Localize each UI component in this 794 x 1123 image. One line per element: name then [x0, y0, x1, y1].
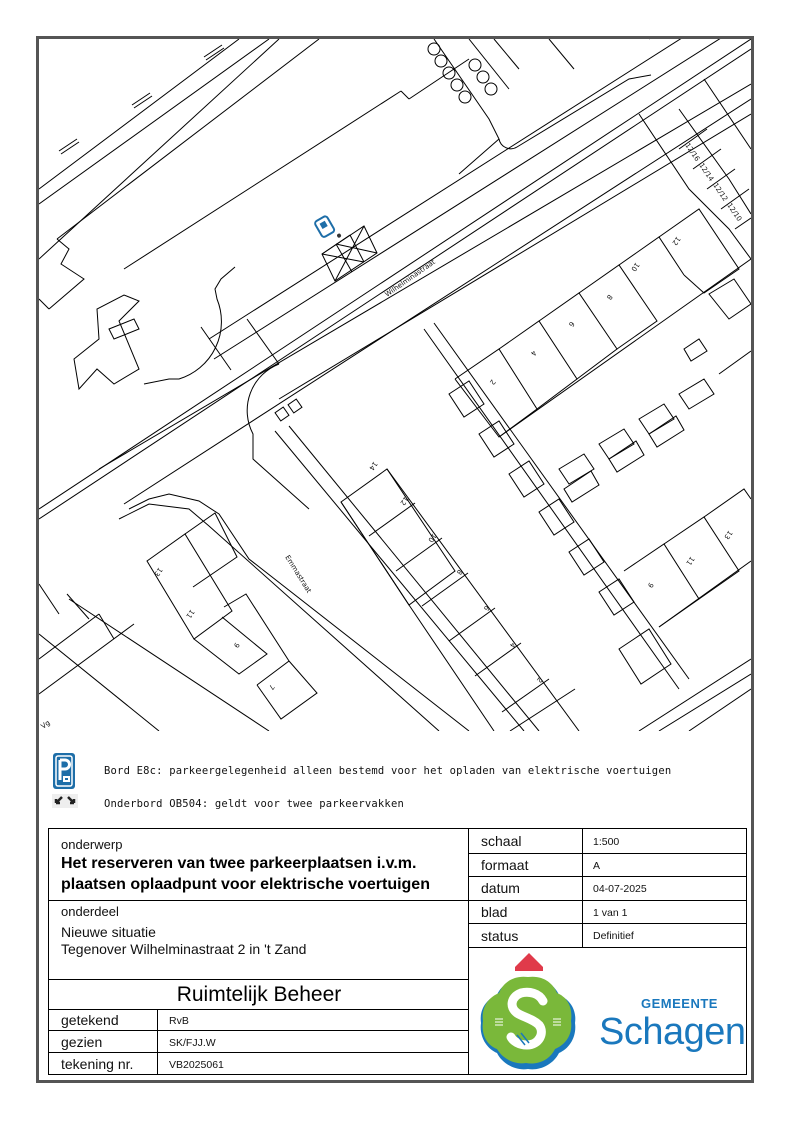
house-number: 8 — [454, 567, 464, 577]
house-number: 2 — [487, 377, 497, 387]
schaal-value: 1:500 — [593, 836, 620, 848]
parcel-label: 12/12 — [711, 181, 730, 203]
house-number: 6 — [566, 319, 576, 329]
schaal-label: schaal — [481, 833, 522, 849]
logo-gemeente-text: GEMEENTE — [641, 996, 718, 1011]
getekend-value: RvB — [169, 1015, 189, 1027]
house-number: 12 — [398, 494, 410, 507]
title-block — [48, 828, 747, 1075]
house-number: 6 — [481, 603, 491, 613]
logo-schagen-text: Schagen — [599, 1011, 746, 1053]
legend-item-ob504: Onderbord OB504: geldt voor twee parkeervakken — [104, 798, 404, 810]
gemeente-schagen-logo — [473, 949, 746, 1073]
schagen-emblem-icon — [473, 949, 583, 1073]
map-sign-e8c-icon — [314, 214, 342, 245]
road-edge — [39, 39, 239, 189]
house-number: 9 — [231, 640, 241, 650]
cadastral-map — [39, 39, 751, 731]
house-13 — [147, 534, 232, 639]
house-number: 8 — [604, 292, 614, 302]
house-number: 4 — [528, 348, 538, 358]
status-label: status — [481, 928, 519, 944]
street-label-wilhelminastraat: Wilhelminastraat — [383, 257, 437, 299]
house-number: 2 — [534, 675, 544, 685]
house-number: 11 — [184, 607, 196, 620]
getekend-label: getekend — [61, 1012, 119, 1028]
formaat-label: formaat — [481, 857, 529, 873]
map-area — [39, 39, 751, 731]
onderwerp-line-2: plaatsen oplaadpunt voor elektrische voertuigen — [61, 876, 430, 893]
house-number: 9 — [645, 580, 655, 590]
onderdeel-line-1: Nieuwe situatie — [61, 924, 156, 940]
e8c-parking-charging-sign-icon — [52, 752, 76, 795]
onderdeel-line-2: Tegenover Wilhelminastraat 2 in 't Zand — [61, 941, 307, 957]
tekening-nr-label: tekening nr. — [61, 1056, 134, 1072]
house-number: 12 — [670, 234, 682, 247]
datum-label: datum — [481, 880, 520, 896]
blad-value: 1 van 1 — [593, 907, 628, 919]
parcel-label: 12/16 — [683, 141, 702, 163]
legend — [50, 748, 740, 818]
onderwerp-line-1: Het reserveren van twee parkeerplaatsen i.v.m. — [61, 855, 417, 872]
house-number: 14 — [367, 459, 379, 472]
house-number: 10 — [629, 260, 641, 273]
street-label-vg: Vg — [39, 718, 52, 731]
formaat-value: A — [593, 860, 601, 872]
tekening-nr-value: VB2025061 — [169, 1059, 224, 1071]
department-name: Ruimtelijk Beheer — [176, 983, 342, 1006]
house-number: 13 — [722, 528, 734, 541]
blad-label: blad — [481, 904, 508, 920]
gezien-value: SK/FJJ.W — [169, 1037, 216, 1049]
house-number: 7 — [266, 682, 276, 692]
house-number: 13 — [152, 565, 164, 578]
parcel-label: 12/14 — [697, 161, 716, 183]
tree-row — [428, 43, 497, 103]
onderdeel-label: onderdeel — [61, 904, 119, 919]
datum-value: 04-07-2025 — [593, 883, 647, 895]
house-number: 10 — [426, 531, 438, 544]
street-label-emmastraat: Emmastraat — [283, 553, 313, 595]
ob504-double-arrow-icon — [52, 794, 78, 813]
legend-item-e8c: Bord E8c: parkeergelegenheid alleen bestemd voor het opladen van elektrische voertuigen — [104, 765, 672, 777]
gezien-label: gezien — [61, 1034, 103, 1050]
house-number: 4 — [507, 640, 517, 650]
onderwerp-label: onderwerp — [61, 837, 123, 852]
status-value: Definitief — [593, 930, 634, 942]
parcel-label: 12/10 — [725, 201, 744, 223]
house-number: 11 — [684, 554, 696, 567]
